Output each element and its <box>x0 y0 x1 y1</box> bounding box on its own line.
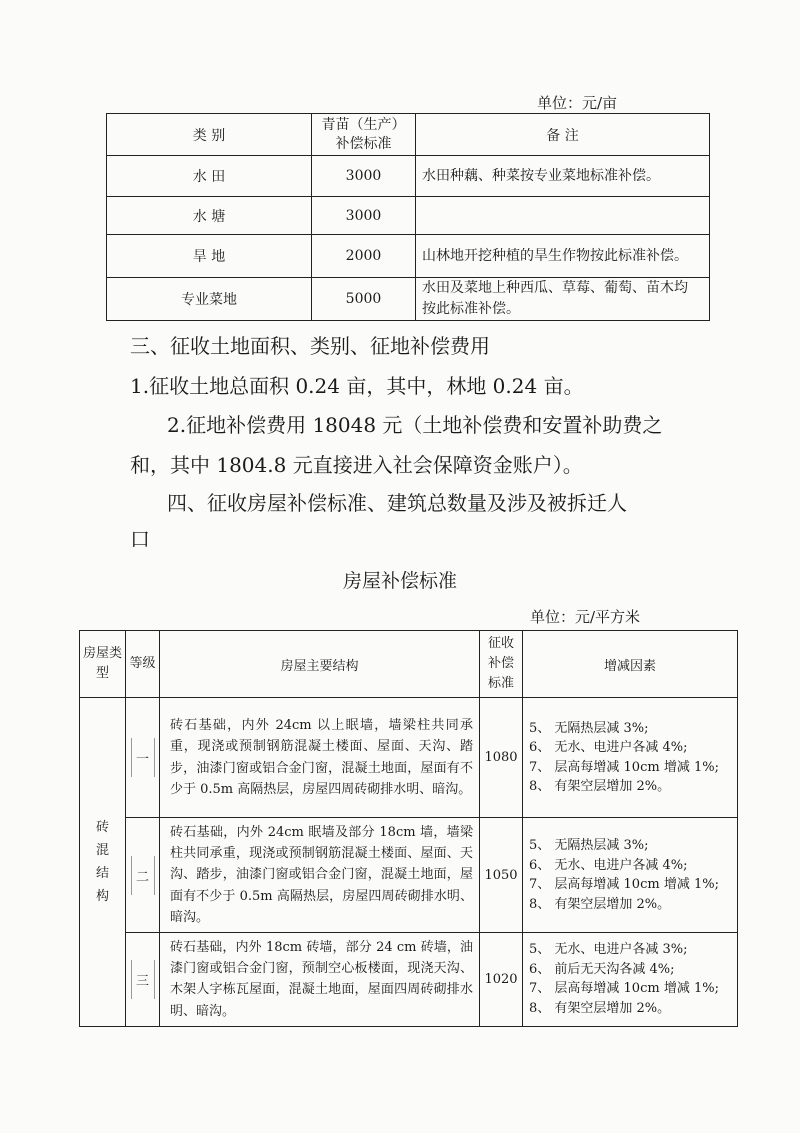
row-standard: 2000 <box>312 235 416 278</box>
header-factors: 增减因素 <box>523 631 738 698</box>
table-row <box>107 278 710 321</box>
standard-cell: 1020 <box>480 933 523 1027</box>
factors-cell <box>523 933 738 1027</box>
row-remarks: 山林地开挖种植的旱生作物按此标准补偿。 <box>416 235 710 278</box>
grade-label: 三 <box>131 960 155 999</box>
factor-item: 5、 无隔热层减 3%; <box>529 720 649 736</box>
structure-cell: 砖石基础，内外 24cm 眠墙及部分 18cm 墙，墙梁柱共同承重，现浇或预制钢筋混凝土楼面、屋面、天沟、踏步，油漆门窗或铝合金门窗，混凝土地面，屋面有不少于 0.5m 高隔热层，房屋四周砖砌排水明、暗沟。 <box>160 818 480 933</box>
type-char: 构 <box>95 888 109 904</box>
section4-heading-line2: 口 <box>130 527 150 551</box>
header-standard-line2: 补偿标准 <box>335 135 392 152</box>
table-row <box>107 235 710 278</box>
structure-cell: 砖石基础，内外 18cm 砖墙，部分 24 cm 砖墙，油漆门窗或铝合金门窗，预制空心板楼面，现浇天沟、木架人字栋瓦屋面，混凝土地面，屋面四周砖砌排水明、暗沟。 <box>160 933 480 1027</box>
type-char: 结 <box>95 865 109 881</box>
house-type-cell <box>80 698 126 1027</box>
table-row <box>80 698 738 818</box>
standard-cell: 1080 <box>480 698 523 818</box>
header-remarks: 备 注 <box>416 114 710 156</box>
seedling-compensation-table <box>106 113 710 321</box>
row-remarks: 水田种藕、种菜按专业菜地标准补偿。 <box>416 156 710 197</box>
header-type: 房屋类型 <box>80 631 126 698</box>
structure-cell: 砖石基础，内外 24cm 以上眠墙，墙梁柱共同承重，现浇或预制钢筋混凝土楼面、屋面、天沟、踏步，油漆门窗或铝合金门窗，混凝土地面，屋面有不少于 0.5m 高隔热层，房屋四周砖砌排水明、暗沟。 <box>160 698 480 818</box>
factor-item: 6、 前后无天沟各减 4%; <box>529 961 675 977</box>
table1-unit: 单位：元/亩 <box>537 94 618 112</box>
table-row <box>107 156 710 197</box>
row-standard: 5000 <box>312 278 416 321</box>
type-char: 混 <box>95 842 109 858</box>
header-standard-l1: 征收 <box>487 636 514 651</box>
row-category: 专业菜地 <box>107 278 312 321</box>
table-row <box>80 818 738 933</box>
section3-item2-line1: 2.征地补偿费用 18048 元（土地补偿费和安置补助费之 <box>167 413 663 437</box>
section4-heading-line1: 四、征收房屋补偿标准、建筑总数量及涉及被拆迁人 <box>167 491 627 515</box>
factor-item: 8、 有架空层增加 2%。 <box>529 779 671 794</box>
factor-item: 8、 有架空层增加 2%。 <box>529 896 671 912</box>
table2-unit: 单位：元/平方米 <box>530 608 641 626</box>
row-remarks <box>416 197 710 235</box>
header-standard-l2: 补偿 <box>487 656 514 671</box>
factor-item: 6、 无水、电进户各减 4%; <box>529 857 688 873</box>
standard-cell: 1050 <box>480 818 523 933</box>
table-row <box>107 197 710 235</box>
factor-item: 5、 无水、电进户各减 3%; <box>529 942 688 958</box>
factor-item: 5、 无隔热层减 3%; <box>529 838 649 853</box>
header-structure: 房屋主要结构 <box>160 631 480 698</box>
factor-item: 8、 有架空层增加 2%。 <box>529 1000 671 1016</box>
section3-item2-line2: 和，其中 1804.8 元直接进入社会保障资金账户）。 <box>130 453 583 477</box>
header-standard <box>480 631 523 698</box>
header-category: 类 别 <box>107 114 312 156</box>
factors-cell <box>523 698 738 818</box>
row-standard: 3000 <box>312 156 416 197</box>
grade-cell <box>126 933 160 1027</box>
housing-compensation-table <box>79 630 738 1027</box>
header-grade: 等级 <box>126 631 160 698</box>
grade-label: 二 <box>131 856 155 895</box>
grade-cell <box>126 698 160 818</box>
grade-label: 一 <box>131 738 155 777</box>
header-standard-l3: 标准 <box>487 676 514 691</box>
factor-item: 7、 层高每增减 10cm 增减 1%; <box>529 877 719 892</box>
type-char: 砖 <box>95 819 109 835</box>
table2-title: 房屋补偿标准 <box>342 570 457 592</box>
house-type-label <box>96 816 110 908</box>
header-standard-line1: 青苗（生产） <box>321 116 406 133</box>
section3-heading: 三、征收土地面积、类别、征地补偿费用 <box>130 334 490 358</box>
row-remarks: 水田及菜地上种西瓜、草莓、葡萄、苗木均按此标准补偿。 <box>416 278 710 321</box>
factor-item: 6、 无水、电进户各减 4%; <box>529 740 688 755</box>
row-category: 水 田 <box>107 156 312 197</box>
table-header-row <box>107 114 710 156</box>
section3-item1: 1.征收土地总面积 0.24 亩，其中，林地 0.24 亩。 <box>130 374 584 398</box>
factor-item: 7、 层高每增减 10cm 增减 1%; <box>529 759 719 775</box>
table-header-row <box>80 631 738 698</box>
row-category: 旱 地 <box>107 235 312 278</box>
factor-item: 7、 层高每增减 10cm 增减 1%; <box>529 981 719 997</box>
factors-cell <box>523 818 738 933</box>
header-standard <box>312 114 416 156</box>
row-standard: 3000 <box>312 197 416 235</box>
table-row <box>80 933 738 1027</box>
grade-cell <box>126 818 160 933</box>
row-category: 水 塘 <box>107 197 312 235</box>
